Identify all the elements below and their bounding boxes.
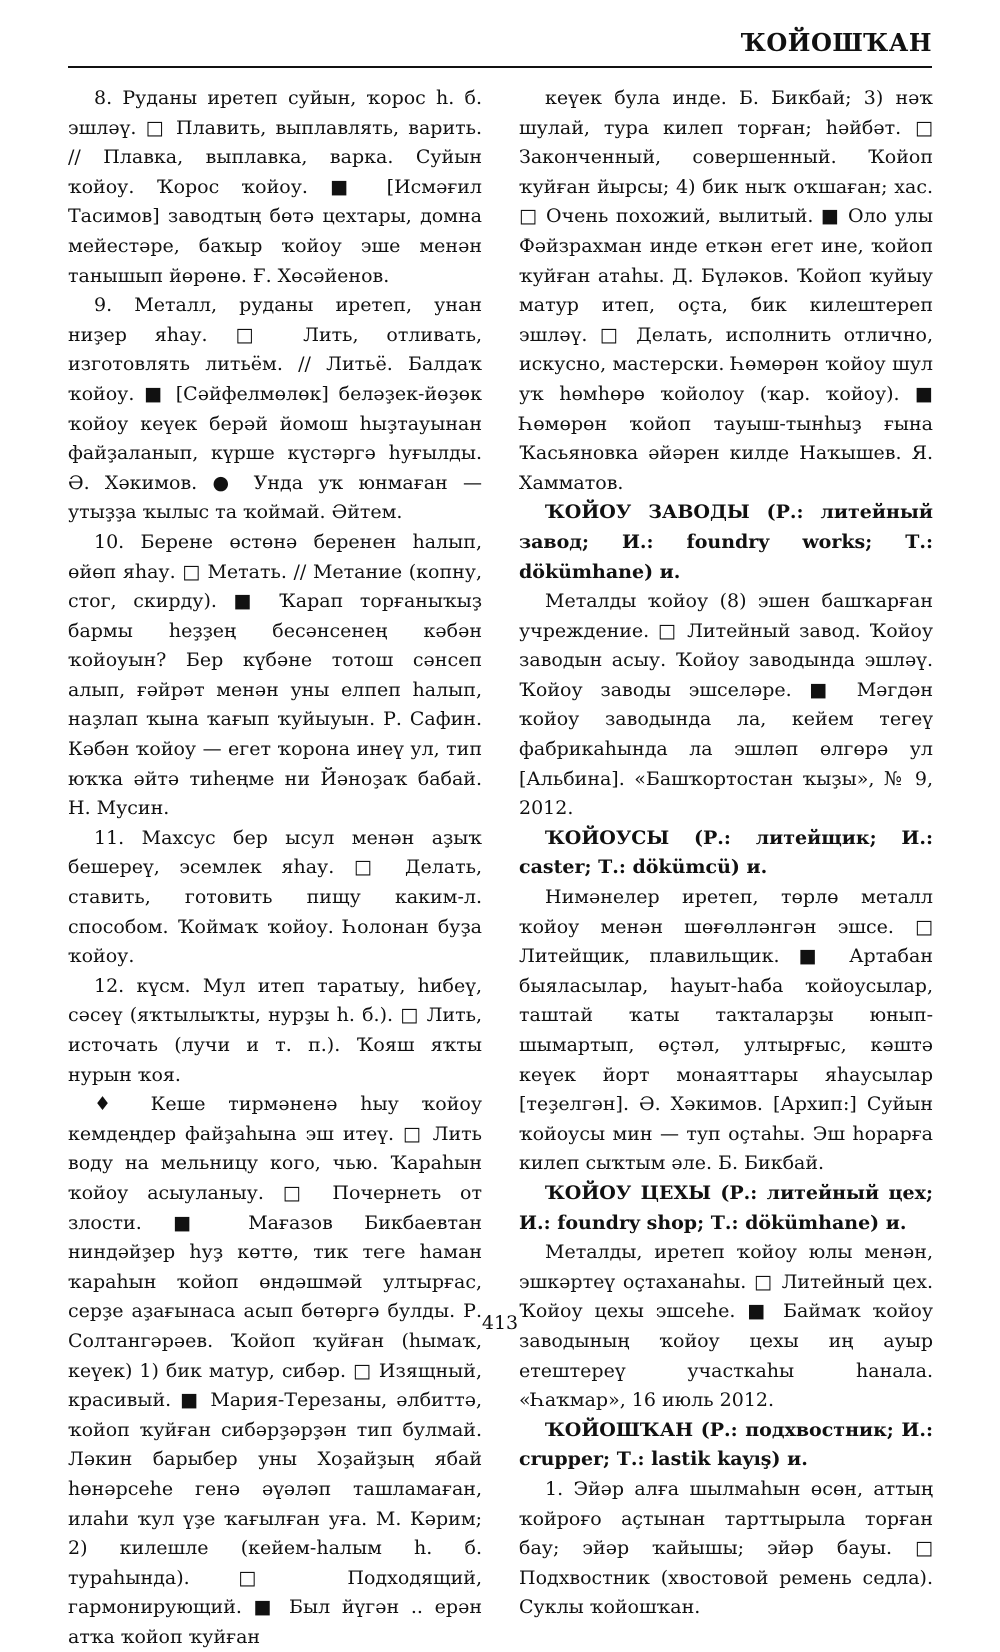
page-number: 413: [481, 1312, 519, 1334]
entry-paragraph: ♦ Кеше тирмәненә һыу ҡойоу кемдеңдер файҙаһына эш итеү. □ Лить воду на мельницу кого, чью. Ҡараһын ҡойоу асыуланыу. □ Почернеть от злости. ■ Мағазов Бикбаевтан ниндәйҙер һуҙ көттө, тик теге һаман ҡараһын ҡойоп өндәшмәй ултырғас, серҙе аҙағынаса асып бөтөргә булды. Р. Солтангәрәев. Ҡойоп ҡуйған (һымаҡ, кеүек) 1) бик матур, сибәр. □ Изящный, красивый. ■ Мария-Терезаны, әлбиттә, ҡойоп ҡуйған сибәрҙәрҙән тип булмай. Ләкин барыбер уны Хоҙайҙың ябай һөнәрсеһе генә әүәләп ташламаған, илаһи ҡул үҙе ҡағылған уға. М. Кәрим; 2) килешле (кейем-һалым һ. б. тураһында). □ Подходящий, гармонирующий. ■ Был йүгән .. ерән атҡа ҡойоп ҡуйған: [68, 1093, 482, 1648]
headword-koyoshkan: ҠОЙОШҠАН (Р.: подхвостник; И.: crupper; Т.: lastik kayış) и.: [519, 1418, 933, 1471]
entry-paragraph: 11. Махсус бер ысул менән аҙыҡ бешереү, эсемлек яһау. □ Делать, ставить, готовить пищу каким-л. способом. Ҡоймаҡ ҡойоу. Һолонан буҙа ҡойоу.: [68, 826, 482, 968]
headword-koyou-tsekhy: ҠОЙОУ ЦЕХЫ (Р.: литейный цех; И.: foundry shop; Т.: dökümhane) и.: [519, 1181, 933, 1234]
entry-paragraph: Металды ҡойоу (8) эшен башҡарған учреждение. □ Литейный завод. Ҡойоу заводын асыу. Ҡойоу заводында эшләү. Ҡойоу заводы эшселәре. ■ Мәгдән ҡойоу заводында ла, кейем тегеү фабрикаһында ла эшләп өлгөрә ул [Альбина]. «Башҡортостан ҡыҙы», № 9, 2012.: [519, 590, 933, 820]
entry-paragraph: кеүек була инде. Б. Бикбай; 3) нәҡ шулай, тура килеп торған; һәйбәт. □ Законченный, совершенный. Ҡойоп ҡуйған йырсы; 4) бик ныҡ оҡшаған; хас. □ Очень похожий, вылитый. ■ Оло улы Фәйзрахман инде еткән егет ине, ҡойоп ҡуйған атаһы. Д. Бүләков. Ҡойоп ҡуйыу матур итеп, оҫта, бик килештереп эшләү. □ Делать, исполнить отлично, искусно, мастерски. Һөмөрөн ҡойоу шул уҡ һөмһөрө ҡойолоу (ҡар. ҡойоу). ■ Һөмөрөн ҡойоп тауыш-тынһыҙ ғына Ҡасьяновка әйәрен килде Наҡышев. Я. Хамматов.: [519, 87, 933, 494]
header-rule: [68, 66, 932, 68]
right-column: [519, 84, 933, 1623]
entry-paragraph: 10. Берене өстөнә беренен һалып, өйөп яһау. □ Метать. // Метание (копну, стог, скирду). ■ Ҡарап торғаныҡыҙ бармы һеҙҙең бесәнсенең кәбән ҡойоуын? Бер күбәне тотош сәнсеп алып, ғәйрәт менән уны елпеп һалып, наҙлап ҡына ҡағып ҡуйыуын. Р. Сафин. Кәбән ҡойоу — егет ҡорона инеү ул, тип юҡҡа әйтә тиһеңме ни Йәноҙаҡ бабай. Н. Мусин.: [68, 530, 482, 820]
headword-koyousy: ҠОЙОУСЫ (Р.: литейщик; И.: caster; Т.: dökümcü) и.: [519, 826, 933, 879]
entry-paragraph: 8. Руданы иретеп суйын, ҡорос һ. б. эшләү. □ Плавить, выплавлять, варить. // Плавка, выплавка, варка. Суйын ҡойоу. Ҡорос ҡойоу. ■ [Исмәғил Тасимов] заводтың бөтә цехтары, домна мейестәре, баҡыр ҡойоу эше менән танышып йөрөнө. Ғ. Хөсәйенов.: [68, 87, 482, 287]
entry-paragraph: 9. Металл, руданы иретеп, унан ниҙер яһау. □ Лить, отливать, изготовлять литьём. // Литьё. Балдаҡ ҡойоу. ■ [Сәйфелмөлөк] беләҙек-йөҙөк ҡойоу кеүек берәй йомош һыҙтауынан файҙаланып, күрше күстәргә һуғылды. Ә. Хәкимов. ● Унда уҡ юнмаған — утыҙҙа ҡылыс та ҡоймай. Әйтем.: [68, 294, 482, 524]
left-column: [68, 84, 482, 1652]
running-head: ҠОЙОШҠАН: [740, 28, 932, 57]
entry-paragraph: 12. күсм. Мул итеп таратыу, һибеү, сәсеү (яҡтылыҡты, нурҙы һ. б.). □ Лить, источать (лучи и т. п.). Ҡояш яҡты нурын ҡоя.: [68, 974, 482, 1086]
entry-paragraph: Металды, иретеп ҡойоу юлы менән, эшкәртеү оҫтаханаһы. □ Литейный цех. Ҡойоу цехы эшсеһе. ■ Баймаҡ ҡойоу заводының ҡойоу цехы иң ауыр етештереү участкаһы һанала. «Һаҡмар», 16 июль 2012.: [519, 1241, 933, 1412]
headword-koyou-zavody: ҠОЙОУ ЗАВОДЫ (Р.: литейный завод; И.: foundry works; Т.: dökümhane) и.: [519, 501, 933, 583]
entry-paragraph: 1. Эйәр алға шылмаһын өсөн, аттың ҡойроғо аҫтынан тарттырыла торған бау; эйәр ҡайышы; эйәр бауы. □ Подхвостник (хвостовой ремень седла). Суклы ҡойошҡан.: [519, 1477, 933, 1619]
entry-paragraph: Нимәнелер иретеп, төрлө металл ҡойоу менән шөғөлләнгән эшсе. □ Литейщик, плавильщик. ■ Артабан быяласылар, һауыт-һаба ҡойоусылар, таштай ҡаты таҡталарҙы юнып-шымартып, өҫтәл, ултырғыс, кәштә кеүек йорт монаяттары яһаусылар [теҙелгән]. Ә. Хәкимов. [Архип:] Суйын ҡойоусы мин — туп оҫтаһы. Эш һорарға килеп сыҡтым әле. Б. Бикбай.: [519, 886, 933, 1175]
